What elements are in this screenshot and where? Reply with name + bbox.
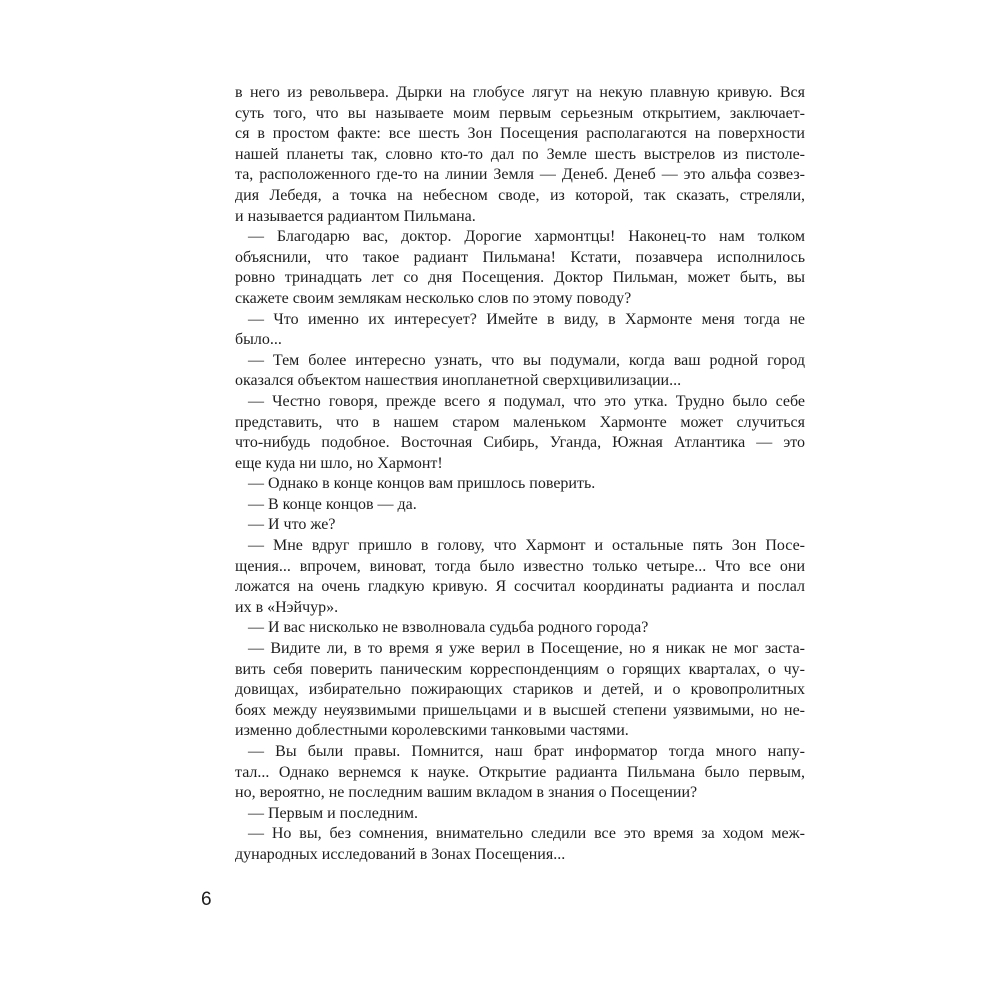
text-line: но, вероятно, не последним вашим вкладом в знания о Посещении? (235, 784, 698, 802)
text-line: — И вас нисколько не взволновала судьба родного города? (248, 619, 649, 637)
text-line: дия Лебедя, а точка на небесном своде, из которой, так сказать, стреляли, (235, 186, 805, 204)
text-line: было... (235, 331, 282, 349)
text-line: ровно тринадцать лет со дня Посещения. Доктор Пильман, может быть, вы (235, 269, 805, 287)
text-line: ся в простом факте: все шесть Зон Посещения располагаются на поверхности (235, 125, 805, 143)
text-line: — Благодарю вас, доктор. Дорогие хармонтцы! Наконец-то нам толком (248, 228, 805, 246)
text-line: оказался объектом нашествия инопланетной сверхцивилизации... (235, 372, 682, 390)
text-line: скажете своим землякам несколько слов по этому поводу? (235, 289, 632, 307)
text-line: объяснили, что такое радиант Пильмана! Кстати, позавчера исполнилось (235, 248, 805, 266)
text-line: дународных исследований в Зонах Посещения... (235, 845, 566, 863)
text-line: та, расположенного где-то на линии Земля — Денеб. Денеб — это альфа созвез- (235, 166, 805, 184)
paragraph (235, 227, 805, 309)
text-line: — И что же? (248, 516, 336, 534)
page-text-block (235, 83, 805, 866)
paragraph (235, 742, 805, 804)
text-line: — Первым и последним. (248, 804, 418, 822)
text-line: что-нибудь подобное. Восточная Сибирь, Уганда, Южная Атлантика — это (235, 434, 805, 452)
page-number: 6 (201, 889, 212, 910)
text-line: — Вы были правы. Помнится, наш брат информатор тогда много напу- (248, 743, 805, 760)
text-line: представить, что в нашем старом маленьком Хармонте может случиться (235, 413, 805, 431)
paragraph (235, 474, 805, 495)
paragraph (235, 618, 805, 639)
paragraph (235, 536, 805, 618)
text-line: — Тем более интересно узнать, что вы подумали, когда ваш родной город (248, 351, 805, 369)
text-line: их в «Нэйчур». (235, 598, 339, 616)
text-line: щения... впрочем, виноват, тогда было известно только четыре... Что все они (235, 557, 805, 575)
text-line: — Честно говоря, прежде всего я подумал, что это утка. Трудно было себе (248, 392, 805, 410)
text-line: — Однако в конце концов вам пришлось поверить. (248, 475, 596, 493)
paragraph (235, 515, 805, 536)
paragraph (235, 392, 805, 474)
text-line: в него из револьвера. Дырки на глобусе лягут на некую плавную кривую. Вся (235, 84, 805, 101)
text-line: тал... Однако вернемся к науке. Открытие радианта Пильмана было первым, (235, 763, 805, 781)
paragraph (235, 351, 805, 392)
text-line: — Видите ли, в то время я уже верил в Посещение, но я никак не мог заста- (248, 640, 805, 658)
text-line: и называется радиантом Пильмана. (235, 207, 476, 225)
paragraph (235, 495, 805, 516)
text-line: — Что именно их интересует? Имейте в виду, в Хармонте меня тогда не (248, 310, 805, 328)
text-line: нашей планеты так, словно кто-то дал по Земле шесть выстрелов из пистоле- (235, 145, 805, 163)
text-line: довищах, избирательно пожирающих стариков и детей, и о кровопролитных (235, 681, 805, 699)
text-line: боях между неуязвимыми пришельцами и в высшей степени уязвимыми, но не- (235, 701, 805, 719)
text-line: — Мне вдруг пришло в голову, что Хармонт и остальные пять Зон Посе- (248, 537, 805, 555)
paragraph (235, 824, 805, 865)
text-line: ложатся на очень гладкую кривую. Я сосчитал координаты радианта и послал (235, 578, 805, 596)
text-line: — Но вы, без сомнения, внимательно следили все это время за ходом меж- (248, 825, 805, 843)
paragraph (235, 310, 805, 351)
paragraph (235, 83, 805, 227)
text-line: еще куда ни шло, но Хармонт! (235, 454, 443, 472)
text-line: суть того, что вы называете моим первым серьезным открытием, заключает- (235, 104, 805, 122)
text-line: — В конце концов — да. (248, 495, 417, 513)
paragraph (235, 639, 805, 742)
text-line: изменно доблестными королевскими танковыми частями. (235, 722, 629, 740)
paragraph (235, 804, 805, 825)
text-line: вить себя поверить паническим корреспонденциям о горящих кварталах, о чу- (235, 660, 805, 678)
